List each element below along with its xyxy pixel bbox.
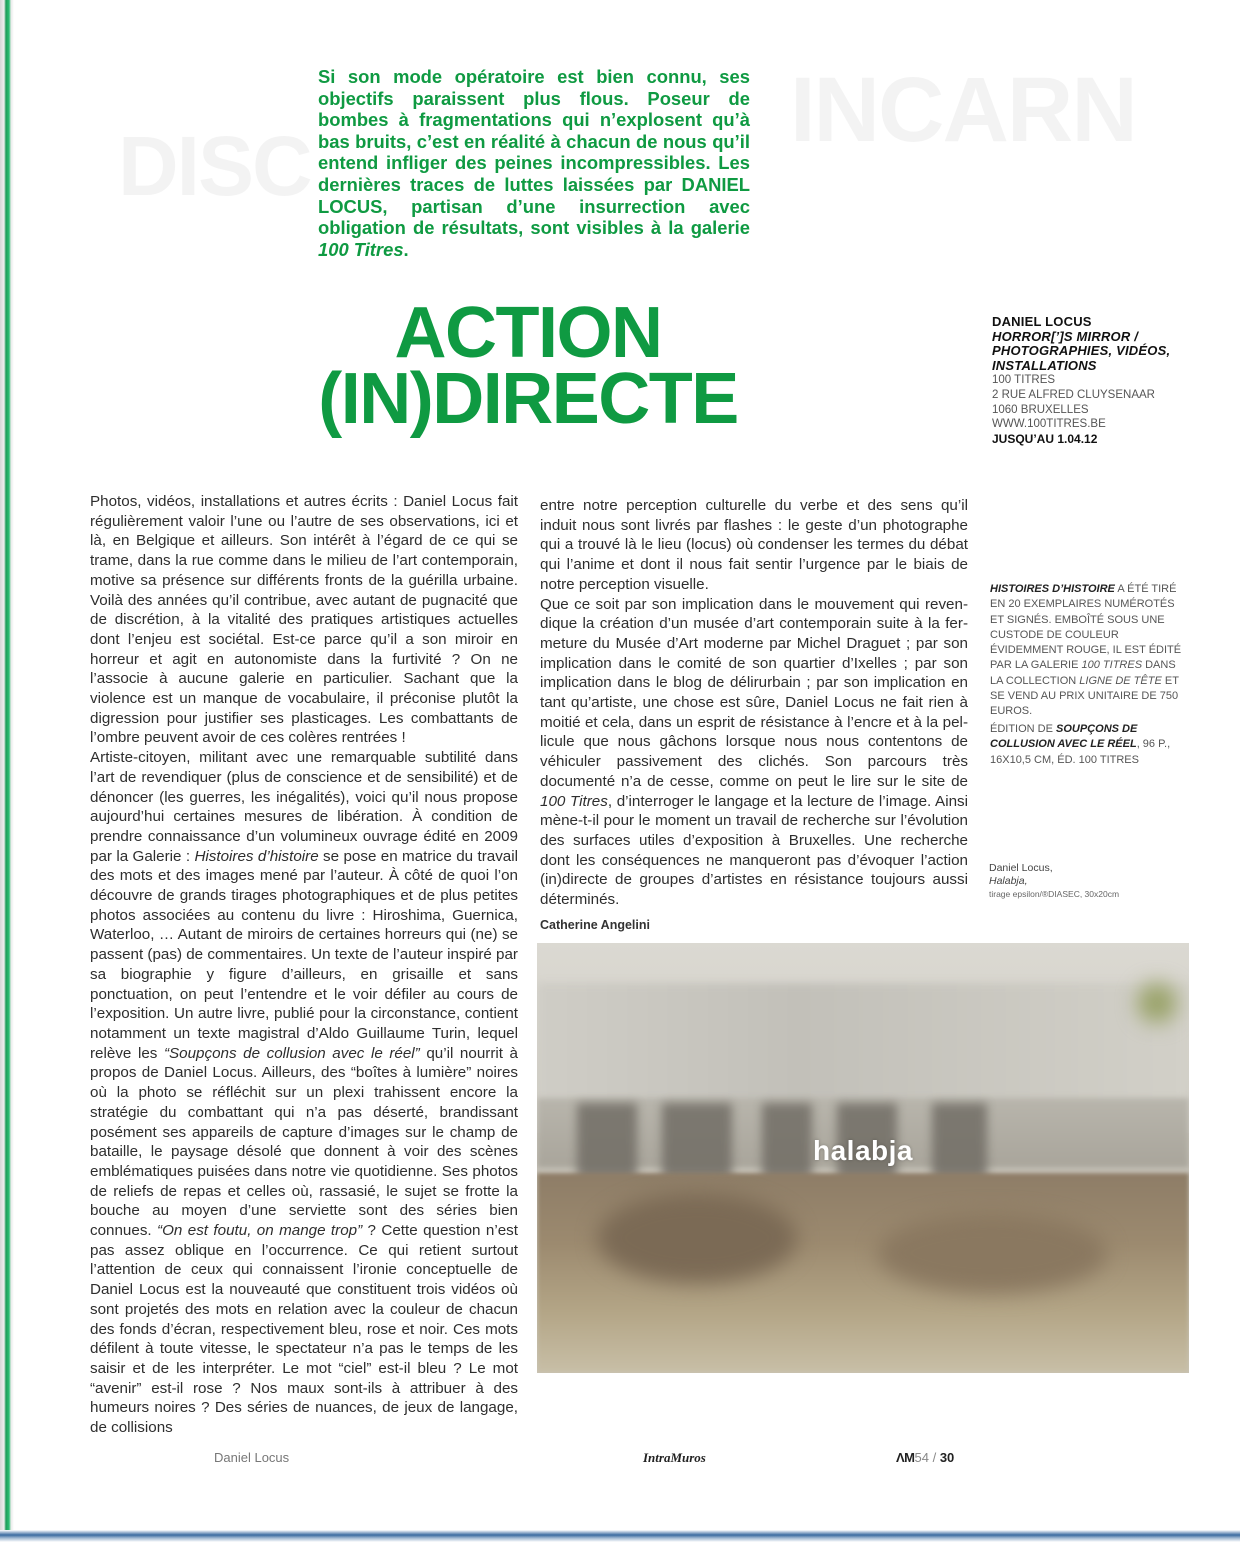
note-text: , 96 P., 16X10,5 CM, ÉD. 100 TITRES — [990, 738, 1171, 766]
intro-end: . — [403, 238, 409, 260]
caption-work: Halabja, — [989, 875, 1028, 887]
book-title: Histoires d’histoire — [194, 847, 319, 865]
text: qu’il nourrit à propos de Daniel Locus. Ailleurs, des “boîtes à lumière” noires où la photo se réfléchit sur un plexi trahissent encore la stratégie du combattant qui n’a pas déserté, brandissant posément ses appareils de capture d’images sur le champ de bataille, le paysage désolé que donnent à voir des scènes emblématiques puisées dans notre vie quotidienne. Ses photos de reliefs de repas et celles où, rassasié, le sujet se frotte la bouche au moyen d’une serviette sont des séries bien connues. — [90, 1044, 519, 1240]
intro-text: Si son mode opératoire est bien connu, ses objectifs paraissent plus flous. Poseur de bombes à fragmentations qui n’explosent qu’à bas bruits, c’est en réalité à chacun de nous qu’il entend infliger des peines incompressibles. Les dernières traces de luttes laissées par DANIEL LOCUS, partisan d’une insurrection avec obligation de résultats, sont visibles à la galerie — [318, 66, 750, 239]
note-gallery: 100 TITRES — [1081, 659, 1143, 672]
footer-section-name: Daniel Locus — [214, 1450, 290, 1465]
article-title — [288, 293, 768, 439]
article-author: Catherine Angelini — [540, 917, 650, 932]
text: Artiste-citoyen, militant avec une remarquable subtilité dans l’art de revendiquer (plus de conscience et de sensibilité) et de dénoncer (les guerres, les inégalités), voici qu’il nous propose aujourd’hui certaines mesures de libération. À condition de prendre connaissance d’un volumineux ouvrage édité en 2009 par la Galerie : — [90, 749, 518, 865]
info-until-date: JUSQU’AU 1.04.12 — [992, 431, 1098, 446]
body-column-left — [90, 492, 518, 1438]
quote: “On est foutu, on mange trop” — [157, 1222, 363, 1240]
info-artist: DANIEL LOCUS — [992, 314, 1092, 329]
footer-page-number — [896, 1450, 954, 1465]
gallery-name: 100 Titres — [540, 792, 608, 810]
text: se pose en matrice du travail des mots et des images mené par l’auteur. À côté de quoi l’on découvre de grands tirages photographiques et de plus petites photos associées au contenu du livre : Hiroshima, Guernica, Waterloo, … Autant de miroirs de certaines horreurs qui (ne) se passent (pas) de commentaires. Un texte de l’auteur inspiré par sa biographie y figure d’ailleurs, en grisaille et sans ponctuation, on peut l’entendre et le voir défiler au cours de l’exposition. Un autre livre, publié pour la circonstance, contient notamment un texte magistral d’Aldo Guillaume Turin, lequel relève les — [90, 847, 518, 1062]
title-line-2: (IN)DIRECTE — [318, 359, 738, 439]
caption-artist: Daniel Locus, — [989, 862, 1053, 874]
footer-issue: 54 — [914, 1450, 929, 1465]
footer-page: 30 — [939, 1450, 955, 1465]
note-book-title: HISTOIRES D’HISTOIRE — [990, 583, 1115, 595]
show-through-ghost — [790, 58, 1136, 163]
page-spine — [0, 0, 14, 1542]
note-collection: LIGNE DE TÊTE — [1079, 674, 1162, 687]
photo-debris — [877, 1213, 1107, 1293]
page-bottom-edge — [0, 1530, 1240, 1542]
info-address-line: 1060 BRUXELLES — [992, 403, 1089, 416]
info-exhibition-title: HORROR[’]S MIRROR / PHOTOGRAPHIES, VIDÉOS, INSTALLATIONS — [992, 328, 1171, 373]
paragraph: entre notre perception culturelle du verbe et des sens qu’il induit nous sont livrés par flashes : le geste d’un photographe qui a trouvé là le lieu (locus) où condenser les termes du débat qui l’anime et dont il nous fait sentir l’urgence par le biais de notre perception visuelle. — [540, 497, 968, 593]
photo-debris — [597, 1193, 797, 1283]
photo-caption — [989, 862, 1179, 901]
note-text: ÉDITION DE — [990, 723, 1057, 735]
photo-foliage — [1137, 983, 1177, 1023]
intro-gallery-name: 100 Titres — [318, 238, 404, 260]
note-text: DANS LA COLLECTION — [990, 659, 1176, 687]
note-book-title: SOUPÇONS DE COLLUSION AVEC LE RÉEL — [990, 723, 1138, 751]
footer-magazine-name: IntraMuros — [643, 1450, 706, 1465]
quote: “Soupçons de collusion avec le réel” — [163, 1044, 420, 1062]
text: , d’interroger le langage et la lecture de l’image. Ainsi mène-t-il pour le moment un travail de recherche sur l’évolution des surfaces utiles d’exposition à Bruxelles. Une recherche dont les conséquences ne manqueront pas d’évoquer l’action (in)directe de groupes d’artistes en résistance toujours aussi déterminés. — [540, 792, 968, 909]
body-column-right — [540, 496, 968, 935]
show-through-ghost — [118, 118, 311, 215]
note-text: ET SE VEND AU PRIX UNITAIRE DE 750 EUROS. — [990, 674, 1179, 718]
text: ? Cette question n’est pas assez oblique en l’occurrence. Ce qui retient surtout l’attention de ceux qui connaissent l’ironie conceptuelle de Daniel Locus est la nouveauté que constituent trois vidéos où sont projetés des mots en relation avec la couleur de chacun des fonds d’écran, respectivement bleu, rose et noir. Ces mots défilent à toute vitesse, le spectateur n’a pas le temps de les saisir et de les interpréter. Le mot “ciel” est-il bleu ? Le mot “avenir” est-il rose ? Nos maux sont-ils à attribuer à des humeurs noires ? Des séries de nuances, de jeux de langage, de collisions — [90, 1222, 518, 1437]
footer-separator: / — [928, 1450, 940, 1465]
sidebar-note-edition — [990, 582, 1190, 720]
paragraph — [90, 748, 518, 1438]
info-address-line: 100 TITRES — [992, 374, 1056, 387]
exhibition-info — [992, 315, 1212, 446]
info-website: WWW.100TITRES.BE — [992, 418, 1106, 431]
footer-brand: ΛM — [896, 1450, 915, 1465]
paragraph: Photos, vidéos, installations et autres écrits : Daniel Locus fait régulièrement valoir l’une ou l’autre de ses observations, ici et là, en Belgique et ailleurs. Son intérêt à l’égard de ce qui se trame, dans la rue comme dans le milieu de l’art contemporain, motive sa présence sur différents fronts de la guérilla urbaine. Voilà des années qu’il contribue, avec autant de pugnacité que de discrétion, à la vitalité des pratiques artistiques actuelles dont l’enjeu est sociétal. Est-ce parce qu’il a son miroir en horreur et agit en autonomiste dans la furtivité ? On ne l’associe à aucune galerie en particulier. Sachant que la violence est un manque de vocabulaire, il préconise plutôt la digression pour justifier ses plasticages. Les combattants de l’ombre peuvent avoir de ces colères rentrées ! — [90, 493, 518, 747]
info-address-line: 2 RUE ALFRED CLUYSENAAR — [992, 388, 1155, 401]
paragraph — [540, 595, 968, 910]
intro-lede — [318, 66, 750, 260]
caption-technique: tirage epsilon/®DIASEC, 30x20cm — [989, 889, 1120, 899]
text: Que ce soit par son implication dans le mouvement qui revendique la création d’un musée d’art contemporain suite à la fermeture du Musée d’Art moderne par Michel Draguet ; par son implication dans le comité de son quartier d’Ixelles ; par son implication dans le blog de délirurbain ; par son implication en tant qu’artiste, une chose est sûre, Daniel Locus ne fait rien à moitié et cela, dans un esprit de résistance à l’encre et à la pellicule que nous gâchons lorsque nous nous contentons de véhiculer passivement des clichés. Son parcours très documenté n’a de cesse, comme on peut le lire sur le site de — [540, 595, 968, 790]
photo-title-overlay: halabja — [813, 1135, 913, 1166]
sidebar-note-book — [990, 722, 1190, 768]
artwork-photo-halabja — [537, 943, 1189, 1373]
note-text: A ÉTÉ TIRÉ EN 20 EXEMPLAIRES NUMÉROTÉS ET SIGNÉS. EMBOÎTÉ SOUS UNE CUSTODE DE COULEUR ÉVIDEMMENT ROUGE, IL EST ÉDITÉ PAR LA GALERIE — [990, 583, 1182, 672]
title-line-1: ACTION — [394, 293, 662, 373]
